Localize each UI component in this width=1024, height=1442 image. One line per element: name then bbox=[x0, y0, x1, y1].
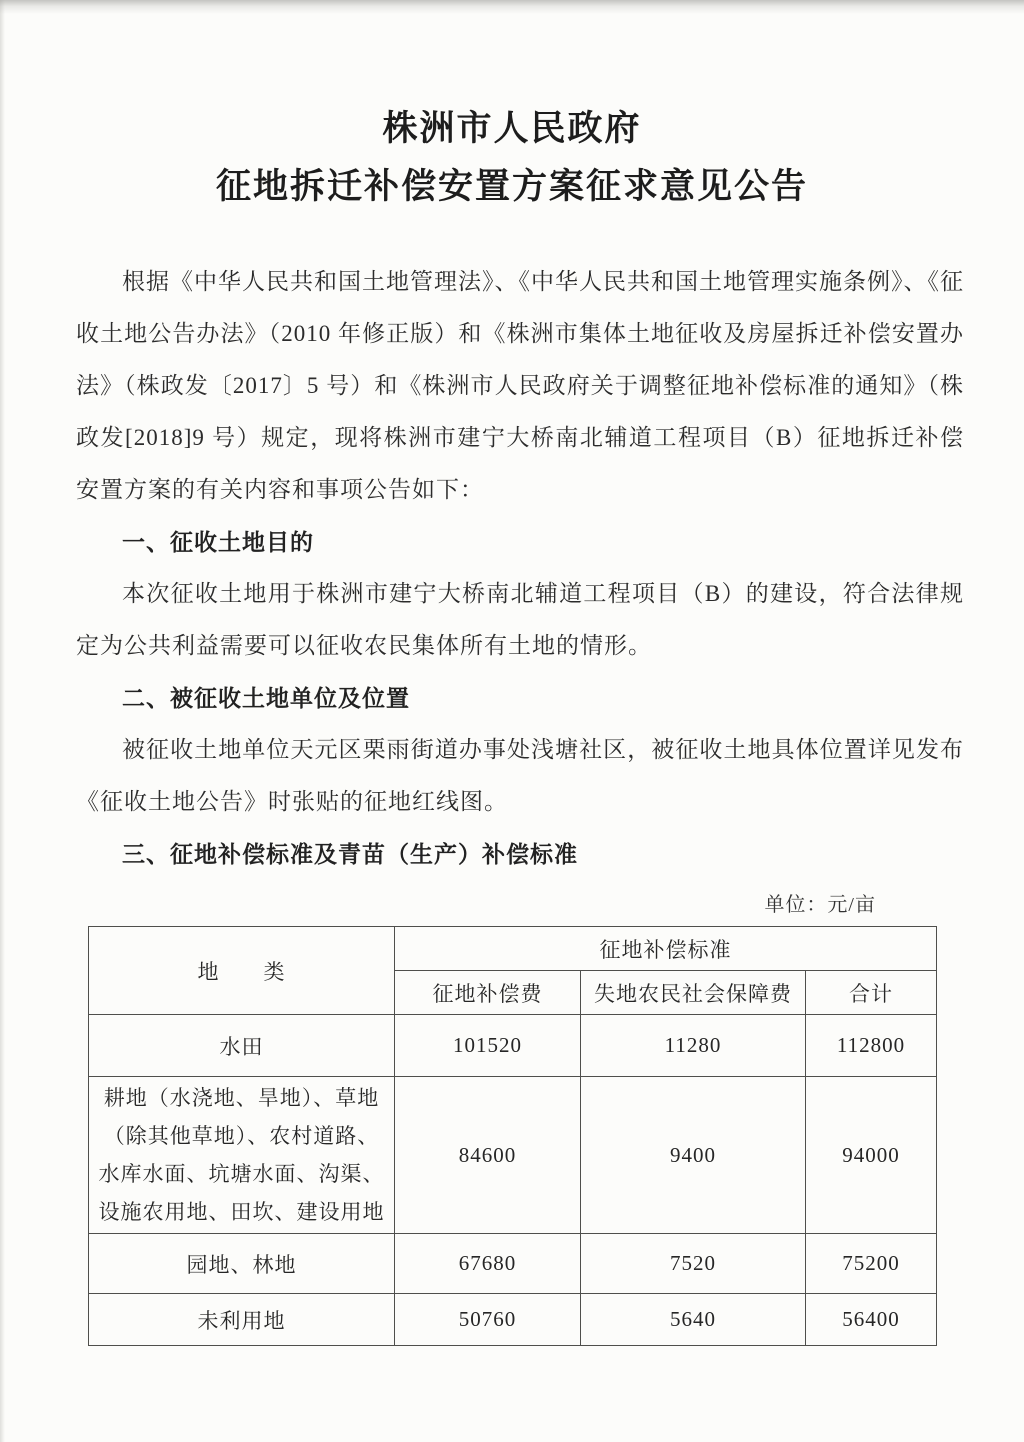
header-cell-compensation-standard-group: 征地补偿标准 bbox=[395, 927, 937, 971]
table-row-paddy-field bbox=[89, 1015, 937, 1077]
section-1-body: 本次征收土地用于株洲市建宁大桥南北辅道工程项目（B）的建设，符合法律规定为公共利益需要可以征收农民集体所有土地的情形。 bbox=[76, 581, 964, 658]
section-3-heading: 三、征地补偿标准及青苗（生产）补偿标准 bbox=[122, 841, 578, 867]
title-line-1: 株洲市人民政府 bbox=[382, 109, 642, 148]
section-1-heading: 一、征收土地目的 bbox=[122, 529, 314, 555]
cell-compensation: 101520 bbox=[395, 1015, 581, 1077]
header-cell-total: 合计 bbox=[806, 971, 937, 1015]
cell-total: 94000 bbox=[806, 1077, 937, 1234]
cell-social-security: 9400 bbox=[581, 1077, 806, 1234]
scan-artifact-top-edge bbox=[0, 0, 1024, 14]
cell-total: 75200 bbox=[806, 1234, 937, 1294]
cell-social-security: 7520 bbox=[581, 1234, 806, 1294]
cell-social-security: 11280 bbox=[581, 1015, 806, 1077]
table-row-farmland-group bbox=[89, 1077, 937, 1234]
document-title bbox=[0, 100, 1024, 216]
cell-total: 56400 bbox=[806, 1294, 937, 1346]
cell-land-type: 耕地（水浇地、旱地）、草地（除其他草地）、农村道路、水库水面、坑塘水面、沟渠、设施农用地、田坎、建设用地 bbox=[89, 1077, 395, 1234]
cell-land-type: 水田 bbox=[89, 1015, 395, 1077]
compensation-standards-table bbox=[88, 926, 937, 1346]
header-cell-social-security-fee: 失地农民社会保障费 bbox=[581, 971, 806, 1015]
title-line-2: 征地拆迁补偿安置方案征求意见公告 bbox=[215, 167, 808, 206]
intro-paragraph: 根据《中华人民共和国土地管理法》、《中华人民共和国土地管理实施条例》、《征收土地公告办法》（2010 年修正版）和《株洲市集体土地征收及房屋拆迁补偿安置办法》（株政发〔2017〕5 号）和《株洲市人民政府关于调整征地补偿标准的通知》（株政发[2018]9 号）规定，现将株洲市建宁大桥南北辅道工程项目（B）征地拆迁补偿安置方案的有关内容和事项公告如下： bbox=[76, 269, 964, 502]
cell-compensation: 84600 bbox=[395, 1077, 581, 1234]
document-body bbox=[76, 256, 964, 1346]
cell-compensation: 50760 bbox=[395, 1294, 581, 1346]
cell-total: 112800 bbox=[806, 1015, 937, 1077]
cell-land-type: 园地、林地 bbox=[89, 1234, 395, 1294]
table-header-row-group bbox=[89, 927, 937, 971]
section-2-heading: 二、被征收土地单位及位置 bbox=[122, 685, 410, 711]
table-unit-note: 单位：元/亩 bbox=[764, 894, 876, 916]
section-2-body: 被征收土地单位天元区栗雨街道办事处浅塘社区，被征收土地具体位置详见发布《征收土地公告》时张贴的征地红线图。 bbox=[76, 737, 964, 814]
cell-social-security: 5640 bbox=[581, 1294, 806, 1346]
scan-artifact-left-edge bbox=[0, 0, 5, 1442]
cell-compensation: 67680 bbox=[395, 1234, 581, 1294]
header-cell-compensation-fee: 征地补偿费 bbox=[395, 971, 581, 1015]
table-row-garden-forest bbox=[89, 1234, 937, 1294]
table-row-unused-land bbox=[89, 1294, 937, 1346]
header-cell-land-type: 地 类 bbox=[89, 927, 395, 1015]
cell-land-type: 未利用地 bbox=[89, 1294, 395, 1346]
